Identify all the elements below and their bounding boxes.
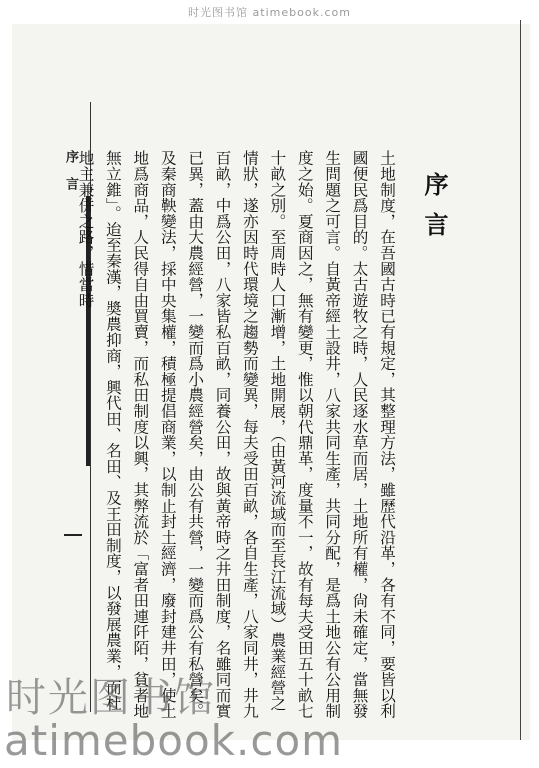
body-text: 土地制度，在吾國古時已有規定，其整理方法，雖歷代沿革，各有不同，要皆以利國便民爲目的。太古遊牧之時，人民逐水草而居，土地所有權，尙未確定，當無發生問題之可言。自黃帝經土設井，八家共同生產，共同分配，是爲土地公有公用制度之始。夏商因之，無有變更，惟以朝代鼎革，度量不一，故有每夫受田五十畝七十畝之別。至周時人口漸增，土地開展，（由黃河流域而至長江流域）農業經營之情狀，遂亦因時代環境之趨勢而變異，每夫受田百畝，各自生產，八家同井，井九百畝，中爲公田，八家皆私百畝，同養公田，故與黃帝時之井田制度，名雖同而實已異，蓋由大農經營，一變而爲小農經營矣，由公有共營，一變而爲公有私營矣。及秦商鞅變法，採中央集權，積極提倡商業，以制止封土經濟，廢封建井田，使土地爲商品，人民得自由買賣，而私田制度以興，其弊流於「富者田連阡陌，貧者地無立錐」。迨至秦漢，奬農抑商，興代田、名田、及王田制度，以發展農業，而杜地主兼併之路，惜當時	[76, 150, 396, 719]
page-edge-rule	[520, 20, 521, 740]
section-title: 序言	[420, 172, 449, 252]
watermark-top: 时光图书馆 atimebook.com	[188, 6, 351, 19]
running-title: 序言	[63, 150, 78, 204]
watermark-bottom-line1: 时光图书馆	[6, 675, 216, 721]
watermark-bottom-line2: atimebook.com	[4, 716, 344, 765]
page-number	[64, 534, 82, 536]
